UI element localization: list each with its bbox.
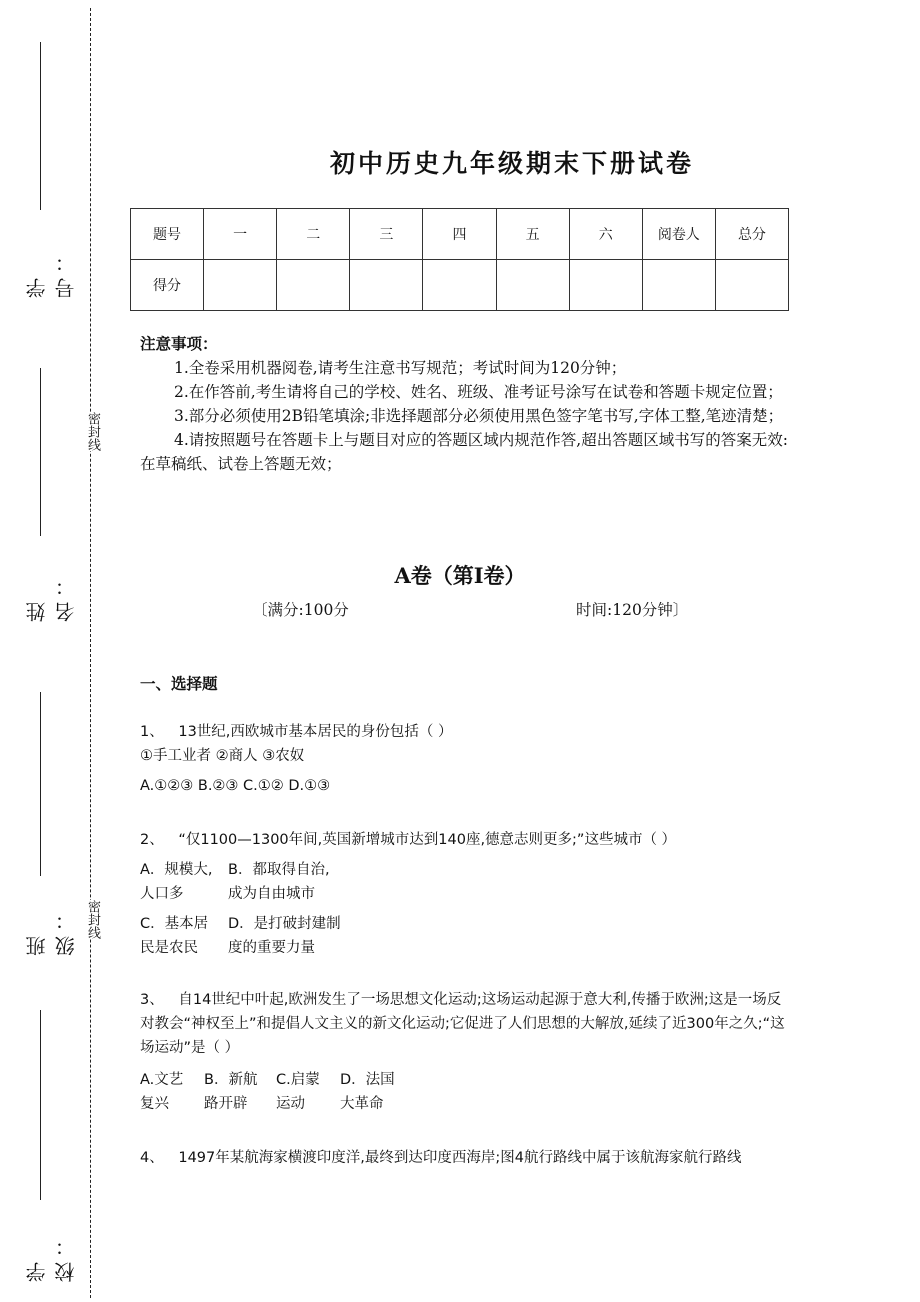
option-a-cont: 复兴 [140,1096,169,1112]
question-number: 3、 [140,992,164,1008]
score-cell [715,260,788,311]
notes-item: 4.请按照题号在答题卡上与题目对应的答题区域内规范作答,超出答题区域书写的答案无效:在草稿纸、试卷上答题无效； [140,431,788,473]
school-label: 学校： [25,1230,78,1282]
question-2 [140,828,790,962]
notes-item: 3.部分必须使用2B铅笔填涂;非选择题部分必须使用黑色签字笔书写,字体工整,笔迹清楚； [174,407,784,425]
option-c[interactable]: C．基本居 [140,916,209,932]
score-header-cell: 五 [496,209,569,260]
option-b[interactable]: B．新航 [204,1072,258,1088]
score-table-score-row [131,260,789,311]
score-table [130,208,789,311]
score-cell [350,260,423,311]
option-c-cont: 民是农民 [140,940,198,956]
score-cell [423,260,496,311]
question-number: 4、 [140,1150,164,1166]
option-b-cont: 路开辟 [204,1096,248,1112]
notes-heading: 注意事项： [140,334,218,353]
full-score: 〔满分:100分 [252,601,349,619]
class-label: 班级： [25,904,78,956]
option-c[interactable]: C.启蒙 [276,1072,320,1088]
score-header-cell: 三 [350,209,423,260]
score-header-cell: 六 [569,209,642,260]
question-4 [140,1146,790,1170]
question-options: A.①②③ B.②③ C.①② D.①③ [140,778,331,794]
name-label: 姓名： [25,570,78,622]
volume-title: A卷（第I卷） [394,563,526,588]
seal-text-upper: 密封线 [82,412,100,451]
section-heading: 一、选择题 [140,674,218,693]
option-a-cont: 人口多 [140,886,184,902]
option-d[interactable]: D．是打破封建制 [228,916,341,932]
score-header-cell: 题号 [131,209,204,260]
option-a[interactable]: A．规模大, [140,862,213,878]
page-title: 初中历史九年级期末下册试卷 [330,149,695,178]
seal-dashed-line [90,8,91,1298]
question-stem: 13世纪,西欧城市基本居民的身份包括（ ） [178,724,453,740]
binding-margin [0,0,110,1302]
score-cell [496,260,569,311]
exam-time: 时间:120分钟〕 [576,601,689,619]
question-stem: 自14世纪中叶起,欧洲发生了一场思想文化运动;这场运动起源于意大利,传播于欧洲;这是一场反对教会“神权至上”和提倡人文主义的新文化运动;它促进了人们思想的大解放,延续了近300年之久;“这场运动”是（ ） [140,992,785,1056]
score-header-cell: 阅卷人 [642,209,715,260]
score-cell [204,260,277,311]
option-b-cont: 成为自由城市 [228,886,315,902]
option-d-cont: 大革命 [340,1096,384,1112]
option-c-cont: 运动 [276,1096,305,1112]
score-table-header-row [131,209,789,260]
name-line [40,368,41,536]
option-a[interactable]: A.文艺 [140,1072,184,1088]
score-header-cell: 一 [204,209,277,260]
score-cell [277,260,350,311]
question-number: 2、 [140,832,164,848]
question-extra: ①手工业者 ②商人 ③农奴 [140,748,305,764]
seal-text-lower: 密封线 [82,900,100,939]
question-stem: 1497年某航海家横渡印度洋,最终到达印度西海岸;图4航行路线中属于该航海家航行路线 [178,1150,742,1166]
option-b[interactable]: B．都取得自治, [228,862,330,878]
score-row-label: 得分 [131,260,204,311]
score-header-cell: 四 [423,209,496,260]
score-header-cell: 总分 [715,209,788,260]
student-id-line [40,42,41,210]
notes-item: 2.在作答前,考生请将自己的学校、姓名、班级、准考证号涂写在试卷和答题卡规定位置； [174,383,783,401]
student-id-label: 学号： [25,246,78,298]
question-stem: “仅1100—1300年间,英国新增城市达到140座,德意志则更多;”这些城市（ ） [178,832,677,848]
question-number: 1、 [140,724,164,740]
score-header-cell: 二 [277,209,350,260]
score-cell [642,260,715,311]
option-d[interactable]: D．法国 [340,1072,395,1088]
notes-block [140,332,790,476]
question-1 [140,720,790,798]
notes-item: 1.全卷采用机器阅卷,请考生注意书写规范；考试时间为120分钟； [174,359,627,377]
score-cell [569,260,642,311]
school-line [40,1010,41,1200]
class-line [40,692,41,876]
question-3 [140,988,790,1118]
option-d-cont: 度的重要力量 [228,940,315,956]
